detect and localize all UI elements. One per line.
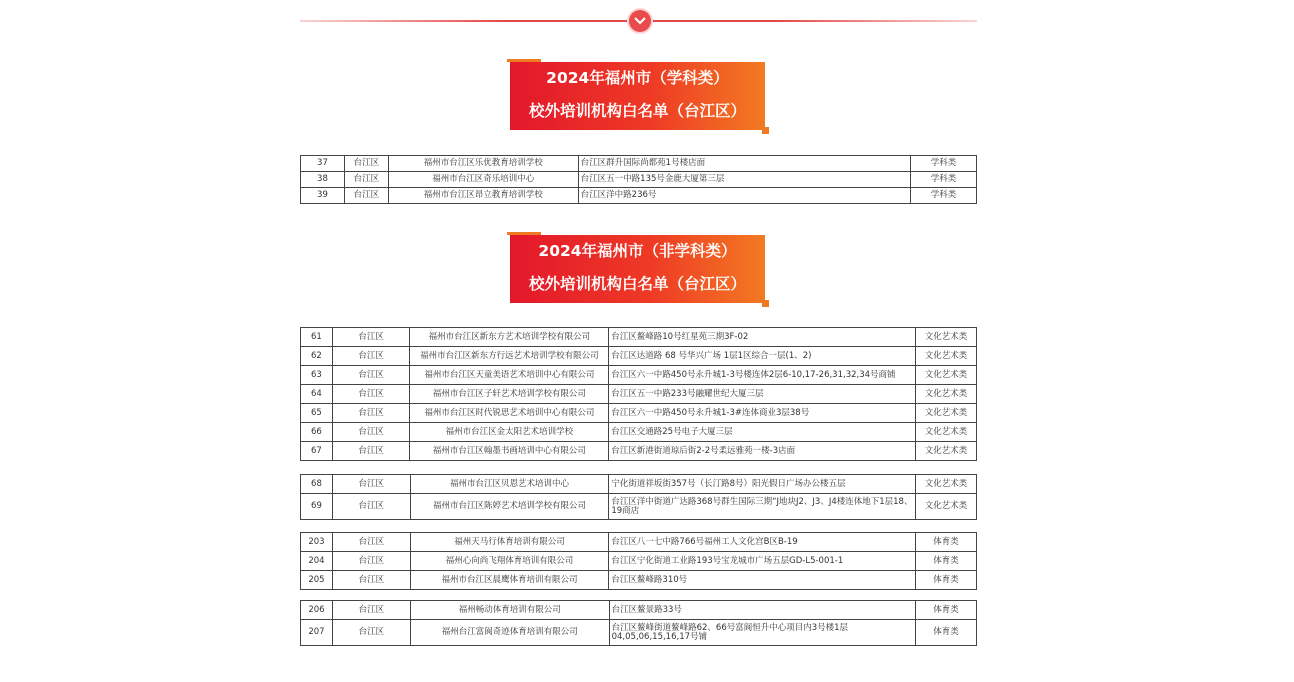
row-number: 68 <box>301 475 333 494</box>
row-address: 台江区五一中路135号金鹿大厦第三层 <box>578 172 910 188</box>
row-district: 台江区 <box>332 366 410 385</box>
table-row <box>301 442 977 461</box>
row-name: 福州市台江区乐优教育培训学校 <box>388 156 578 172</box>
row-category: 体育类 <box>916 601 977 620</box>
row-name: 福州台江富阆奇迹体育培训有限公司 <box>410 620 609 646</box>
table-row <box>301 423 977 442</box>
row-name: 福州天马行体育培训有限公司 <box>410 533 609 552</box>
chevron-down-icon <box>634 16 646 26</box>
row-category: 体育类 <box>916 620 977 646</box>
scroll-down-button[interactable] <box>629 10 651 32</box>
row-category: 文化艺术类 <box>916 423 977 442</box>
row-district: 台江区 <box>332 404 410 423</box>
row-number: 38 <box>301 172 345 188</box>
row-address: 宁化街道祥坂街357号（长汀路8号）阳光假日广场办公楼五层 <box>609 475 916 494</box>
row-category: 文化艺术类 <box>916 494 977 520</box>
row-category: 文化艺术类 <box>916 475 977 494</box>
row-address: 台江区五一中路233号融耀世纪大厦三层 <box>609 385 916 404</box>
table-row <box>301 475 977 494</box>
row-name: 福州市台江区天童美语艺术培训中心有限公司 <box>410 366 609 385</box>
table-row <box>301 494 977 520</box>
row-name: 福州市台江区子轩艺术培训学校有限公司 <box>410 385 609 404</box>
row-address: 台江区新港街道琼后街2-2号柔远雅苑一楼-3店面 <box>609 442 916 461</box>
row-name: 福州市台江区新东方艺术培训学校有限公司 <box>410 328 609 347</box>
row-category: 文化艺术类 <box>916 404 977 423</box>
row-address: 台江区鳌峰路310号 <box>609 571 916 590</box>
row-district: 台江区 <box>332 494 410 520</box>
row-category: 文化艺术类 <box>916 347 977 366</box>
row-name: 福州市台江区时代锐思艺术培训中心有限公司 <box>410 404 609 423</box>
banner-title-line1: 2024年福州市（学科类） <box>546 69 729 87</box>
row-number: 66 <box>301 423 333 442</box>
row-address: 台江区八一七中路766号福州工人文化宫B区B-19 <box>609 533 916 552</box>
table-row <box>301 385 977 404</box>
table-row <box>301 366 977 385</box>
table-row <box>301 188 977 204</box>
row-name: 福州市台江区奇乐培训中心 <box>388 172 578 188</box>
row-number: 205 <box>301 571 333 590</box>
row-number: 62 <box>301 347 333 366</box>
row-address: 台江区鳌峰路10号红星苑三期3F-02 <box>609 328 916 347</box>
row-number: 203 <box>301 533 333 552</box>
table-row <box>301 172 977 188</box>
row-district: 台江区 <box>332 328 410 347</box>
row-district: 台江区 <box>344 156 388 172</box>
row-address: 台江区鳌景路33号 <box>609 601 915 620</box>
row-name: 福州畅动体育培训有限公司 <box>410 601 609 620</box>
row-number: 69 <box>301 494 333 520</box>
row-category: 文化艺术类 <box>916 366 977 385</box>
row-category: 文化艺术类 <box>916 385 977 404</box>
row-district: 台江区 <box>332 601 410 620</box>
row-district: 台江区 <box>332 385 410 404</box>
row-district: 台江区 <box>344 188 388 204</box>
table-row <box>301 533 977 552</box>
table-row <box>301 404 977 423</box>
row-district: 台江区 <box>332 475 410 494</box>
row-address: 台江区洋中街道广达路368号群生国际三期“J地块J2、J3、J4楼连体地下1层18、19商店 <box>609 494 916 520</box>
row-number: 64 <box>301 385 333 404</box>
row-number: 67 <box>301 442 333 461</box>
banner-subject <box>510 62 765 130</box>
row-name: 福州市台江区翰墨书画培训中心有限公司 <box>410 442 609 461</box>
table-row <box>301 347 977 366</box>
row-category: 体育类 <box>916 552 977 571</box>
row-category: 文化艺术类 <box>916 442 977 461</box>
row-category: 学科类 <box>911 172 977 188</box>
row-district: 台江区 <box>332 423 410 442</box>
row-district: 台江区 <box>332 347 410 366</box>
row-district: 台江区 <box>332 533 410 552</box>
row-name: 福州市台江区昂立教育培训学校 <box>388 188 578 204</box>
row-name: 福州市台江区新东方行远艺术培训学校有限公司 <box>410 347 609 366</box>
row-name: 福州市台江区金太阳艺术培训学校 <box>410 423 609 442</box>
row-number: 204 <box>301 552 333 571</box>
row-category: 学科类 <box>911 188 977 204</box>
sports-whitelist-table-continued <box>300 600 977 646</box>
table-row <box>301 620 977 646</box>
banner-title-line2: 校外培训机构白名单（台江区） <box>528 275 746 293</box>
row-number: 206 <box>301 601 333 620</box>
row-number: 63 <box>301 366 333 385</box>
subject-whitelist-table <box>300 155 977 204</box>
table-row <box>301 571 977 590</box>
row-category: 体育类 <box>916 533 977 552</box>
row-name: 福州心向尚飞翔体育培训有限公司 <box>410 552 609 571</box>
table-row <box>301 601 977 620</box>
row-address: 台江区达道路 68 号华兴广场 1层1区综合一层(1、2) <box>609 347 916 366</box>
sports-whitelist-table <box>300 532 977 590</box>
row-number: 65 <box>301 404 333 423</box>
row-name: 福州市台江区陈婷艺术培训学校有限公司 <box>410 494 609 520</box>
row-name: 福州市台江区贝恩艺术培训中心 <box>410 475 609 494</box>
arts-whitelist-table-continued <box>300 474 977 520</box>
row-number: 37 <box>301 156 345 172</box>
row-district: 台江区 <box>332 620 410 646</box>
row-category: 学科类 <box>911 156 977 172</box>
arts-whitelist-table <box>300 327 977 461</box>
row-number: 61 <box>301 328 333 347</box>
row-district: 台江区 <box>332 552 410 571</box>
row-category: 文化艺术类 <box>916 328 977 347</box>
row-district: 台江区 <box>332 571 410 590</box>
row-number: 207 <box>301 620 333 646</box>
table-row <box>301 156 977 172</box>
row-category: 体育类 <box>916 571 977 590</box>
row-address: 台江区六一中路450号永升城1-3#连体商业3层38号 <box>609 404 916 423</box>
row-district: 台江区 <box>332 442 410 461</box>
row-number: 39 <box>301 188 345 204</box>
row-address: 台江区宁化街道工业路193号宝龙城市广场五层GD-L5-001-1 <box>609 552 916 571</box>
row-address: 台江区洋中路236号 <box>578 188 910 204</box>
banner-title-line1: 2024年福州市（非学科类） <box>538 242 737 260</box>
banner-title-line2: 校外培训机构白名单（台江区） <box>528 102 746 120</box>
row-name: 福州市台江区晨鹰体育培训有限公司 <box>410 571 609 590</box>
table-row <box>301 552 977 571</box>
row-address: 台江区鳌峰街道鳌峰路62、66号富阆恒升中心项目内3号楼1层04,05,06,15,16,17号铺 <box>609 620 915 646</box>
banner-non-subject <box>510 235 765 303</box>
row-address: 台江区交通路25号电子大厦三层 <box>609 423 916 442</box>
table-row <box>301 328 977 347</box>
row-district: 台江区 <box>344 172 388 188</box>
row-address: 台江区群升国际尚都苑1号楼店面 <box>578 156 910 172</box>
row-address: 台江区六一中路450号永升城1-3号楼连体2层6-10,17-26,31,32,34号商铺 <box>609 366 916 385</box>
